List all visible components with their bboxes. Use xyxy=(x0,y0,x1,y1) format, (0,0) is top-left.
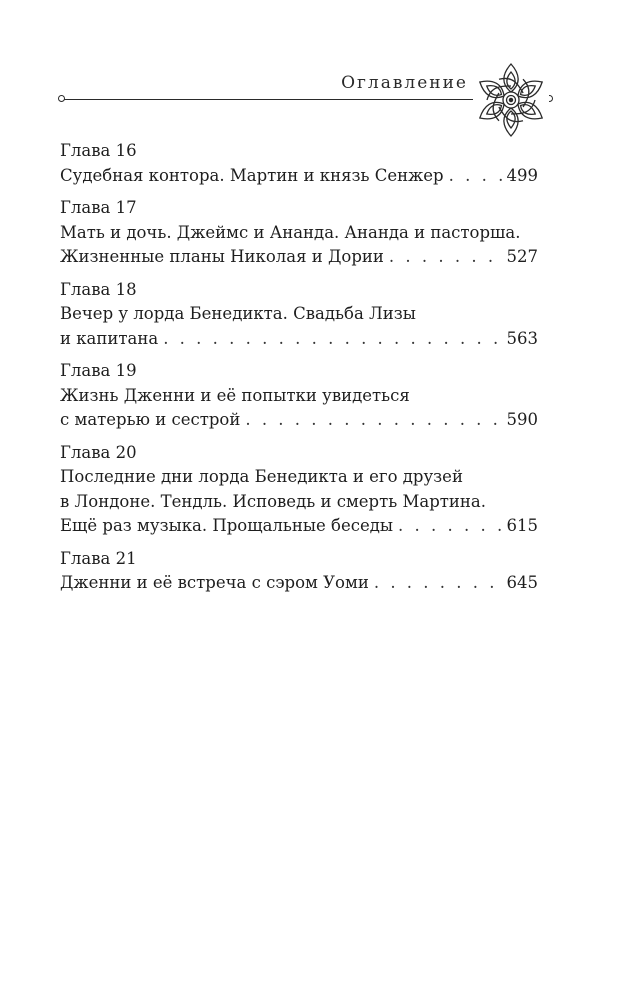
dot-leader xyxy=(374,571,502,596)
chapter-title-line: Вечер у лорда Бенедикта. Свадьба Лизы xyxy=(60,304,416,323)
toc-entry-line xyxy=(60,514,538,539)
chapter-title-line: Судебная контора. Мартин и князь Сенжер xyxy=(60,165,444,185)
chapter-title-line: и капитана xyxy=(60,328,159,348)
toc-chapter xyxy=(60,441,538,539)
chapter-number: Глава 20 xyxy=(60,442,137,462)
chapter-title-line: Жизненные планы Николая и Дории xyxy=(60,247,384,266)
toc-entry-line xyxy=(60,571,538,596)
dot-leader xyxy=(389,245,502,270)
chapter-number: Глава 19 xyxy=(60,361,137,380)
chapter-number: Глава 16 xyxy=(60,141,137,160)
toc-chapter xyxy=(60,547,538,596)
toc-entry-line xyxy=(60,164,538,189)
toc-chapter xyxy=(60,139,538,188)
page-number: 645 xyxy=(506,573,538,592)
page-number: 615 xyxy=(506,516,538,535)
toc-chapter xyxy=(60,278,538,352)
toc-entry-line xyxy=(60,327,538,352)
dot-leader xyxy=(163,327,501,352)
rule-end-ornament-left xyxy=(58,95,65,102)
chapter-number: Глава 18 xyxy=(60,279,137,299)
table-of-contents xyxy=(60,139,538,604)
dot-leader xyxy=(245,408,501,433)
page-number: 527 xyxy=(506,247,538,266)
chapter-title-line: Ещё раз музыка. Прощальные беседы xyxy=(60,516,394,535)
flower-ornament-icon xyxy=(473,62,549,138)
page-number: 499 xyxy=(506,165,538,185)
chapter-title-line: Жизнь Дженни и её попытки увидеться xyxy=(60,385,410,405)
toc-chapter xyxy=(60,196,538,270)
chapter-number: Глава 21 xyxy=(60,548,137,568)
header-title: Оглавление xyxy=(341,73,468,93)
chapter-title-line: Мать и дочь. Джеймс и Ананда. Ананда и пасторша. xyxy=(60,222,521,242)
chapter-title-line: Последние дни лорда Бенедикта и его друзей xyxy=(60,467,463,486)
toc-chapter xyxy=(60,359,538,433)
chapter-title-line: с матерью и сестрой xyxy=(60,410,241,429)
chapter-title-line: в Лондоне. Тендль. Исповедь и смерть Мартина. xyxy=(60,491,486,511)
page-number: 590 xyxy=(506,410,538,429)
chapter-title-line: Дженни и её встреча с сэром Уоми xyxy=(60,573,369,592)
toc-entry-line xyxy=(60,245,538,270)
toc-entry-line xyxy=(60,408,538,433)
chapter-number: Глава 17 xyxy=(60,198,137,217)
page-number: 563 xyxy=(506,328,538,348)
dot-leader xyxy=(398,514,501,539)
dot-leader xyxy=(449,164,502,189)
